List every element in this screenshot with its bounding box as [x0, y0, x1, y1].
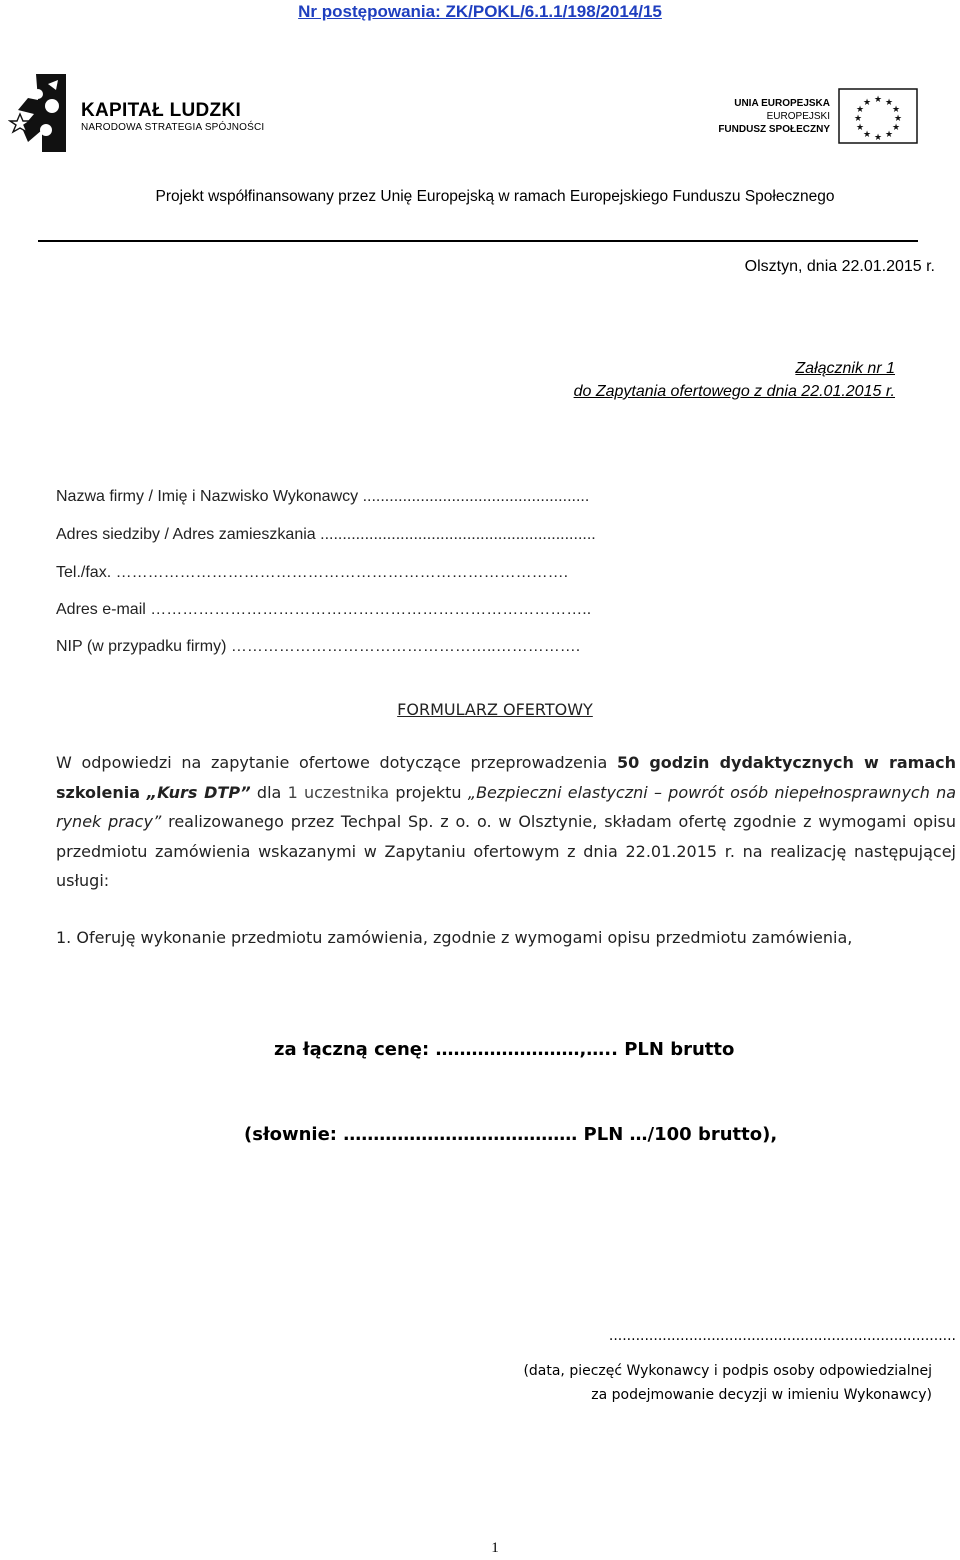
- field-phone-fax: Tel./fax. ………………………………………………………………………….: [56, 564, 569, 581]
- eu-logo-line: EUROPEJSKI: [766, 111, 830, 122]
- svg-text:★: ★: [873, 95, 883, 105]
- total-price-line: za łączną cenę: ……………………,….. PLN brutto: [274, 1039, 735, 1060]
- svg-text:★: ★: [862, 130, 872, 140]
- svg-text:★: ★: [855, 105, 865, 115]
- attachment-subtitle: do Zapytania ofertowego z dnia 22.01.2015 r.: [573, 383, 895, 400]
- svg-text:★: ★: [893, 114, 903, 124]
- header-divider: [38, 240, 918, 242]
- svg-text:★: ★: [891, 105, 901, 115]
- svg-text:★: ★: [873, 133, 883, 143]
- logo-subtitle: NARODOWA STRATEGIA SPÓJNOŚCI: [81, 122, 265, 133]
- offer-item: 1. Oferuję wykonanie przedmiotu zamówienia, zgodnie z wymogami opisu przedmiotu zamówienia,: [56, 928, 853, 947]
- intro-text: dla: [250, 782, 288, 802]
- intro-text: projektu: [389, 782, 468, 802]
- intro-text: W odpowiedzi na zapytanie ofertowe dotyczące przeprowadzenia: [56, 753, 617, 772]
- cofinance-note: Projekt współfinansowany przez Unię Europejską w ramach Europejskiego Funduszu Społecznego: [155, 188, 835, 205]
- logo-title: KAPITAŁ LUDZKI: [81, 100, 242, 121]
- participant-count: 1 uczestnika: [287, 782, 390, 802]
- kapital-ludzki-emblem: [10, 74, 66, 152]
- svg-text:★: ★: [891, 123, 901, 133]
- course-name: „Kurs DTP”: [146, 782, 251, 802]
- field-nip: NIP (w przypadku firmy) …………………………………………..…………….: [56, 638, 581, 655]
- svg-text:★: ★: [862, 98, 872, 108]
- city-date: Olsztyn, dnia 22.01.2015 r.: [744, 258, 935, 275]
- svg-text:★: ★: [853, 114, 863, 124]
- intro-paragraph: [56, 748, 956, 896]
- signature-line: ..............................................................................: [608, 1328, 956, 1344]
- case-number: Nr postępowania: ZK/POKL/6.1.1/198/2014/15: [298, 2, 662, 21]
- intro-text: realizowanego przez Techpal Sp. z o. o. w Olsztynie, składam ofertę zgodnie z wymogami opisu przedmiotu zamówienia wskazanymi w Zapytaniu ofertowym z dnia 22.01.2015 r. na realizację następującej usługi:: [56, 812, 957, 890]
- field-contractor-address: Adres siedziby / Adres zamieszkania ..............................................................: [56, 526, 596, 543]
- project-name: „Bezpieczni elastyczni – powrót osób niepełnosprawnych na rynek pracy”: [56, 782, 957, 831]
- eu-flag-icon: [838, 88, 918, 144]
- eu-logo-line: UNIA EUROPEJSKA: [734, 98, 830, 109]
- intro-bold-text: 50 godzin dydaktycznych w ramach szkolenia: [56, 753, 956, 802]
- field-contractor-name: Nazwa firmy / Imię i Nazwisko Wykonawcy ...................................................: [56, 488, 590, 505]
- page-number: 1: [491, 1540, 499, 1556]
- attachment-title: Załącznik nr 1: [795, 360, 895, 377]
- signature-caption: (data, pieczęć Wykonawcy i podpis osoby odpowiedzialnej: [523, 1363, 932, 1379]
- eu-logo-text: [700, 97, 830, 136]
- svg-text:★: ★: [855, 123, 865, 133]
- eu-logo-line: FUNDUSZ SPOŁECZNY: [718, 124, 830, 135]
- price-in-words-line: (słownie: ………………………………… PLN …/100 brutto),: [244, 1124, 778, 1145]
- signature-caption: za podejmowanie decyzji w imieniu Wykonawcy): [591, 1387, 932, 1403]
- form-title: FORMULARZ OFERTOWY: [397, 700, 593, 719]
- svg-text:★: ★: [884, 130, 894, 140]
- svg-text:★: ★: [884, 98, 894, 108]
- field-email: Adres e-mail ………………………………………………………………………..: [56, 601, 592, 618]
